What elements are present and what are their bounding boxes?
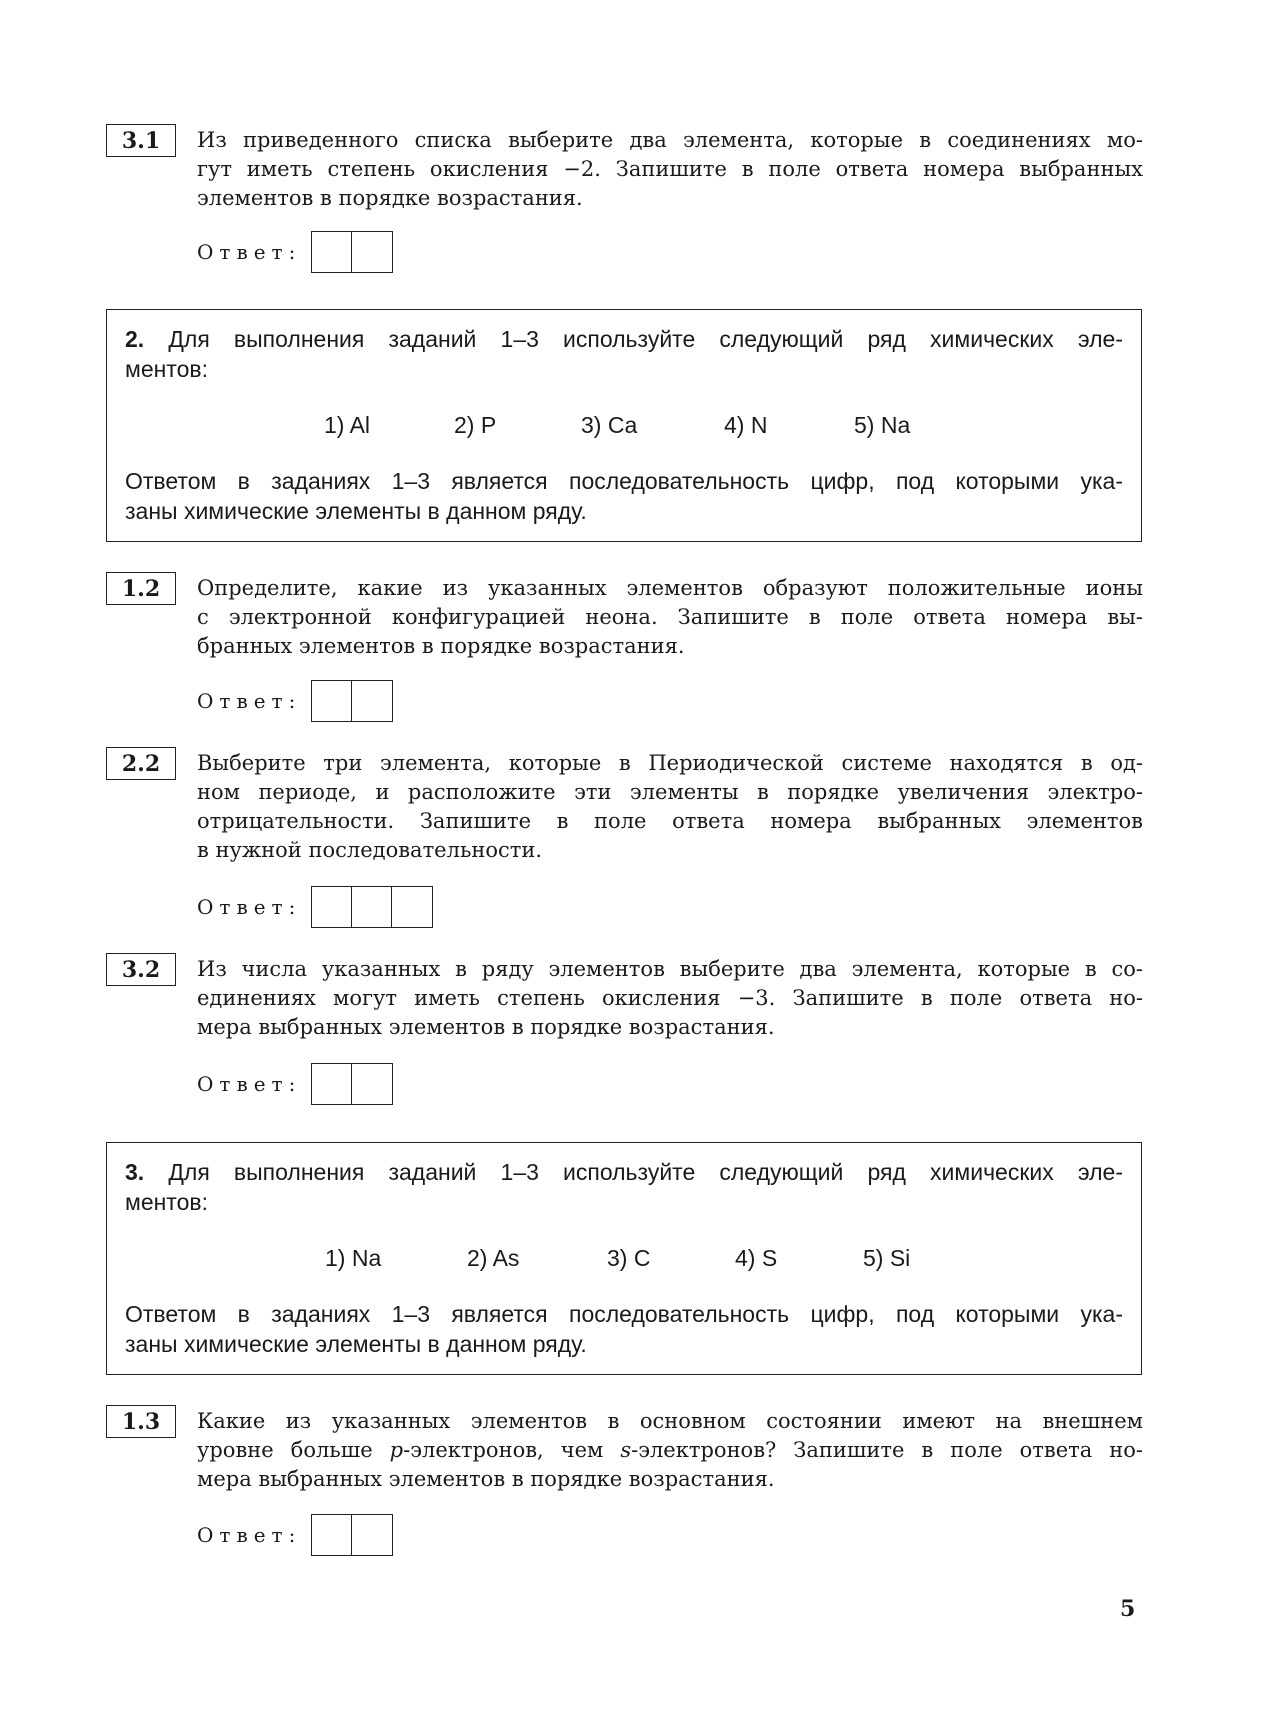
task-number-badge: 1.2 [106, 572, 176, 605]
info-box-3 [106, 1142, 1142, 1375]
question-line: ном периоде, и расположите эти элементы в порядке увеличения электро- [197, 780, 1143, 804]
answer-boxes [311, 886, 433, 928]
task-question-text [197, 955, 1143, 1042]
question-line: бранных элементов в порядке возрастания. [197, 634, 685, 658]
s-symbol: s [620, 1438, 632, 1462]
answer-field-3-2 [197, 1063, 393, 1105]
question-line: отрицательности. Запишите в поле ответа номера выбранных элементов [197, 809, 1143, 833]
element-item: 2) P [454, 412, 497, 438]
question-line: гут иметь степень окисления −2. Запишите в поле ответа номера выбранных [197, 157, 1143, 181]
info-footer-line: Ответом в заданиях 1–3 является последовательность цифр, под которыми ука- [125, 1301, 1123, 1327]
info-intro-line: ментов: [125, 1189, 208, 1215]
question-fragment: -электронов, чем [403, 1438, 621, 1462]
question-line: Из приведенного списка выберите два элемента, которые в соединениях мо- [197, 128, 1143, 152]
element-item: 2) As [467, 1245, 520, 1271]
answer-boxes [311, 1063, 393, 1105]
question-line: элементов в порядке возрастания. [197, 186, 583, 210]
answer-label: Ответ: [197, 240, 302, 264]
element-item: 1) Al [324, 412, 371, 438]
question-line: в нужной последовательности. [197, 838, 543, 862]
element-item: 3) Ca [581, 412, 638, 438]
info-footer-line: Ответом в заданиях 1–3 является последовательность цифр, под которыми ука- [125, 468, 1123, 494]
info-box-2 [106, 309, 1142, 542]
question-fragment: уровне больше [197, 1438, 390, 1462]
element-item: 5) Si [863, 1245, 911, 1271]
info-footer-line: заны химические элементы в данном ряду. [125, 498, 587, 524]
question-line: Из числа указанных в ряду элементов выберите два элемента, которые в со- [197, 957, 1143, 981]
element-item: 4) N [724, 412, 768, 438]
answer-cell[interactable] [312, 232, 352, 272]
answer-field-2-2 [197, 886, 433, 928]
question-line [197, 1436, 1143, 1465]
task-number-badge: 1.3 [106, 1405, 176, 1438]
task-number-badge: 3.1 [106, 124, 176, 157]
elements-list [125, 410, 1123, 440]
answer-boxes [311, 680, 393, 722]
question-line: мера выбранных элементов в порядке возрастания. [197, 1015, 775, 1039]
question-line: Выберите три элемента, которые в Периодической системе находятся в од- [197, 751, 1143, 775]
task-number-badge: 3.2 [106, 953, 176, 986]
info-number: 2. [125, 326, 145, 352]
task-question-text [197, 749, 1143, 865]
question-fragment: -электронов? Запишите в поле ответа но- [631, 1438, 1143, 1462]
question-line: Какие из указанных элементов в основном состоянии имеют на внешнем [197, 1409, 1143, 1433]
element-item: 4) S [735, 1245, 778, 1271]
task-number-badge: 2.2 [106, 747, 176, 780]
info-intro-line [125, 324, 1123, 354]
info-number: 3. [125, 1159, 145, 1185]
answer-label: Ответ: [197, 1523, 302, 1547]
element-item: 5) Na [854, 412, 911, 438]
info-intro-text: Для выполнения заданий 1–3 используйте следующий ряд химических эле- [144, 1159, 1123, 1185]
answer-cell[interactable] [312, 681, 352, 721]
answer-field-1-2 [197, 680, 393, 722]
answer-cell[interactable] [392, 887, 432, 927]
answer-field-3-1 [197, 231, 393, 273]
task-question-text [197, 126, 1143, 213]
answer-cell[interactable] [312, 887, 352, 927]
answer-boxes [311, 1514, 393, 1556]
element-item: 3) C [607, 1245, 651, 1271]
info-intro-line: ментов: [125, 356, 208, 382]
question-line: мера выбранных элементов в порядке возрастания. [197, 1467, 775, 1491]
question-line: с электронной конфигурацией неона. Запишите в поле ответа номера вы- [197, 605, 1143, 629]
answer-cell[interactable] [352, 1064, 392, 1104]
task-question-text [197, 1407, 1143, 1494]
p-symbol: p [389, 1438, 404, 1462]
answer-cell[interactable] [352, 681, 392, 721]
answer-cell[interactable] [312, 1515, 352, 1555]
element-item: 1) Na [325, 1245, 382, 1271]
info-footer-line: заны химические элементы в данном ряду. [125, 1331, 587, 1357]
answer-label: Ответ: [197, 895, 302, 919]
answer-label: Ответ: [197, 689, 302, 713]
answer-cell[interactable] [352, 887, 392, 927]
answer-cell[interactable] [352, 1515, 392, 1555]
task-question-text [197, 574, 1143, 661]
question-line: единениях могут иметь степень окисления −3. Запишите в поле ответа но- [197, 986, 1143, 1010]
elements-list [125, 1243, 1123, 1273]
answer-cell[interactable] [352, 232, 392, 272]
answer-boxes [311, 231, 393, 273]
answer-cell[interactable] [312, 1064, 352, 1104]
page-number: 5 [1120, 1596, 1136, 1622]
answer-field-1-3 [197, 1514, 393, 1556]
question-line: Определите, какие из указанных элементов образуют положительные ионы [197, 576, 1143, 600]
info-intro-line [125, 1157, 1123, 1187]
answer-label: Ответ: [197, 1072, 302, 1096]
info-intro-text: Для выполнения заданий 1–3 используйте следующий ряд химических эле- [144, 326, 1123, 352]
